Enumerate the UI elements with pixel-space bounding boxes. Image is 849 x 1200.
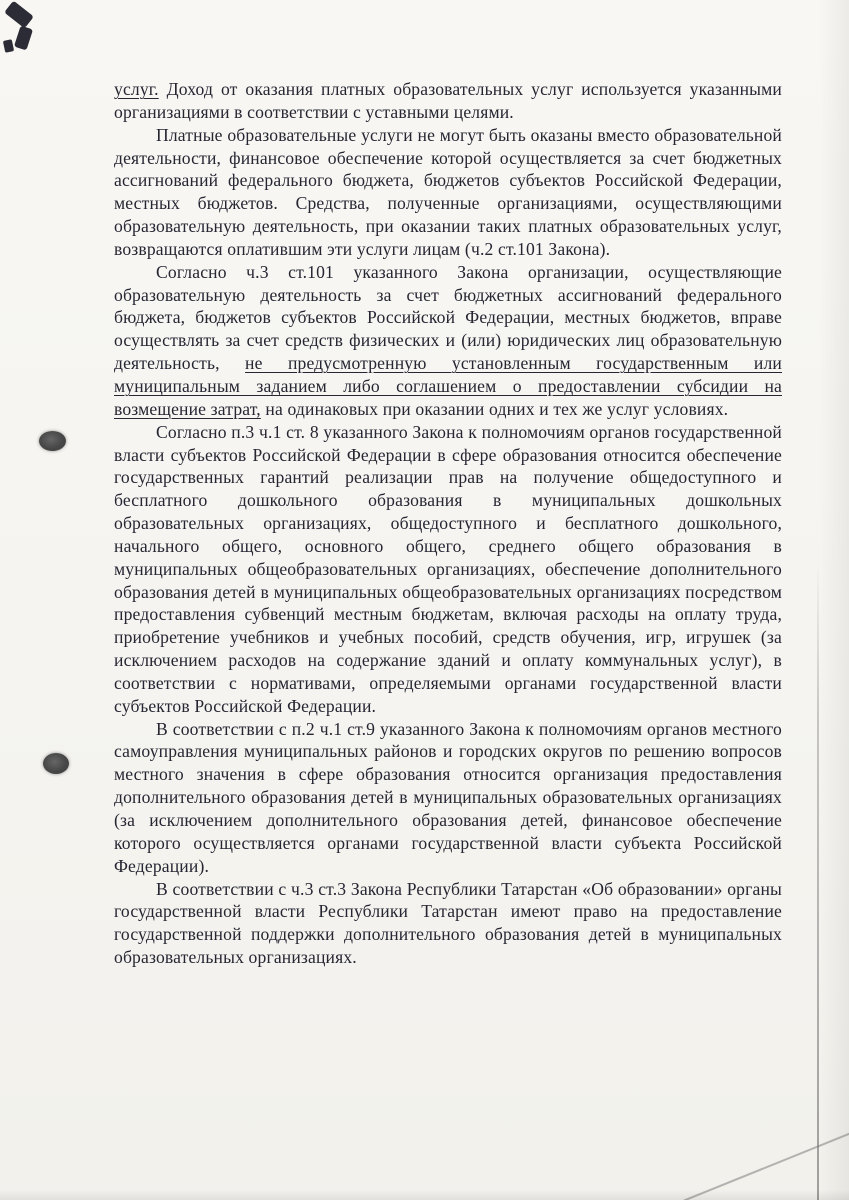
text-block: [114, 78, 782, 969]
paragraph: [114, 878, 782, 969]
text-segment: Согласно ч.3 ст.101 указанного Закона организации, осуществляющие образовательную деятельность за счет бюджетных ассигнований федерального бюджета, бюджетов субъектов Российской Федерации, местных бюджетов, вправе осуществлять за счет средств физических и (или) юридических лиц образовательную деятельность,: [114, 261, 782, 374]
scan-edge-shadow: [819, 0, 849, 1200]
paragraph: [114, 261, 782, 421]
paragraph: [114, 78, 782, 124]
corner-mark: [3, 39, 14, 53]
text-segment: В соответствии с ч.3 ст.3 Закона Республики Татарстан «Об образовании» органы государственной власти Республики Татарстан имеют право на предоставление государственной поддержки дополнительного образования детей в муниципальных образовательных организациях.: [114, 878, 782, 968]
paragraph: [114, 124, 782, 261]
text-segment: В соответствии с п.2 ч.1 ст.9 указанного Закона к полномочиям органов местного самоуправления муниципальных районов и городских округов по решению вопросов местного значения в сфере образования относится организация предоставления дополнительного образования детей в муниципальных образовательных организациях (за исключением дополнительного образования детей, финансовое обеспечение которого осуществляется органами государственной власти субъекта Российской Федерации).: [114, 718, 782, 876]
corner-mark: [4, 1, 34, 29]
text-segment: Платные образовательные услуги не могут быть оказаны вместо образовательной деятельности, финансовое обеспечение которой осуществляется за счет бюджетных ассигнований федерального бюджета, бюджетов субъектов Российской Федерации, местных бюджетов. Средства, полученные организациями, осуществляющими образовательную деятельность, при оказании таких платных образовательных услуг, возвращаются оплатившим эти услуги лицам (ч.2 ст.101 Закона).: [114, 124, 782, 259]
text-segment: Доход от оказания платных образовательных услуг используется указанными организациями в соответствии с уставными целями.: [114, 79, 782, 122]
text-segment: Согласно п.3 ч.1 ст. 8 указанного Закона к полномочиям органов государственной власти субъектов Российской Федерации в сфере образования относится обеспечение государственных гарантий реализации прав на получение общедоступного и бесплатного дошкольного образования в муниципальных дошкольных образовательных организациях, общедоступного и бесплатного дошкольного, начального общего, основного общего, среднего общего образования в муниципальных общеобразовательных организациях, обеспечение дополнительного образования детей в муниципальных общеобразовательных организациях посредством предоставления субвенций местным бюджетам, включая расходы на оплату труда, приобретение учебников и учебных пособий, средств обучения, игр, игрушек (за исключением расходов на содержание зданий и оплату коммунальных услуг), в соответствии с нормативами, определяемыми органами государственной власти субъектов Российской Федерации.: [114, 421, 782, 716]
paragraph: [114, 421, 782, 718]
paragraph: [114, 718, 782, 878]
hole-punch: [39, 431, 66, 451]
underlined-text: услуг.: [114, 79, 159, 99]
text-segment: на одинаковых при оказании одних и тех же услуг условиях.: [260, 398, 729, 419]
scan-edge-line: [817, 560, 819, 1200]
underlined-text: не предусмотренную установленным государственным или муниципальным заданием либо соглашением о предоставлении субсидии на возмещение затрат,: [114, 353, 782, 419]
corner-mark: [14, 26, 33, 51]
hole-punch: [43, 753, 69, 774]
scan-bottom-shadow: [0, 1190, 849, 1200]
